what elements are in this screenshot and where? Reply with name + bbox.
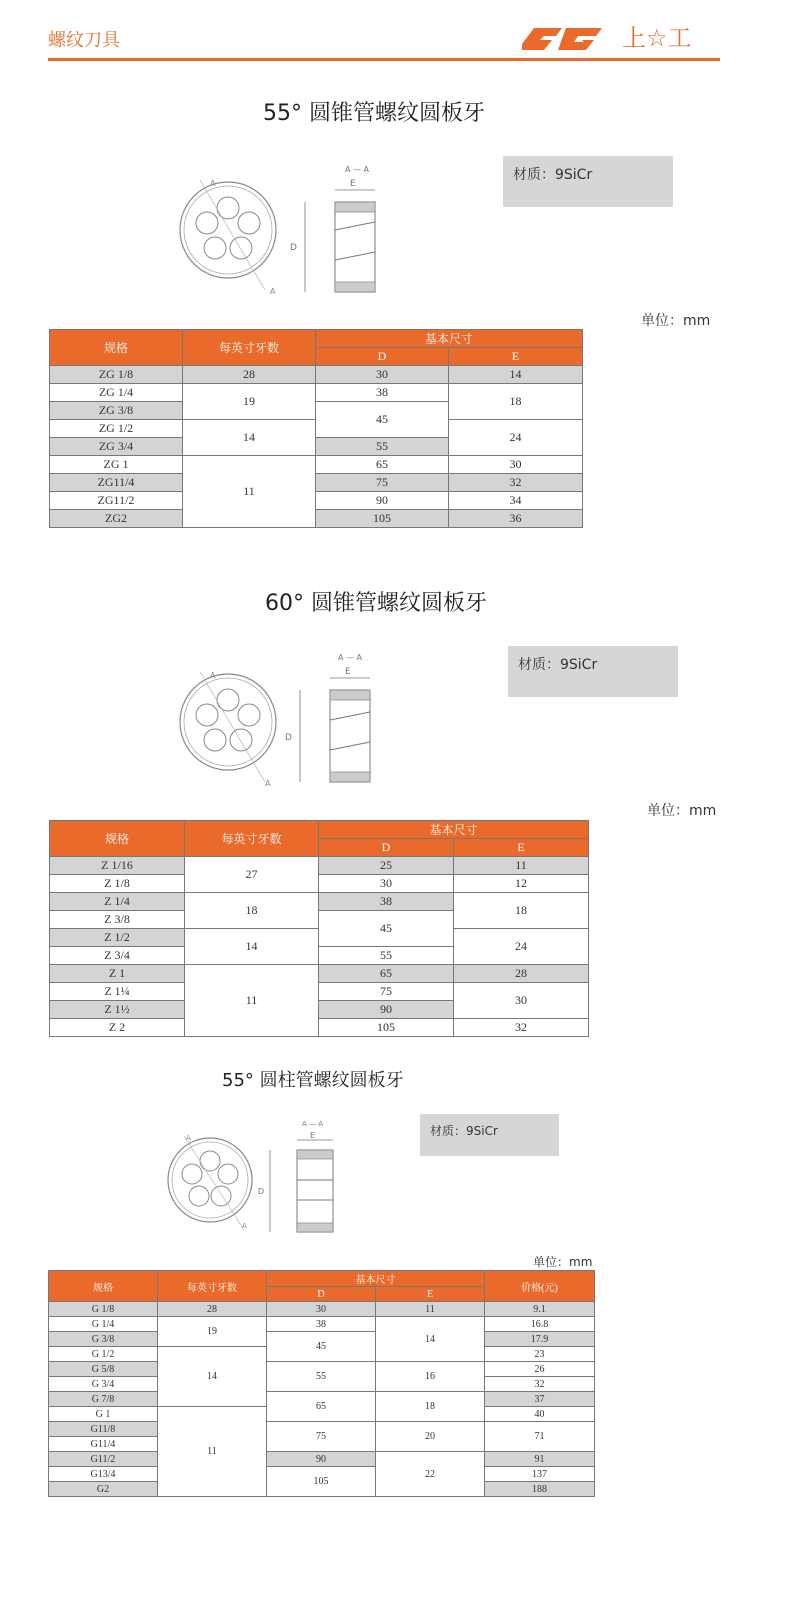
col-header-d: D bbox=[319, 839, 454, 857]
table-row bbox=[49, 1332, 595, 1347]
cell-price: 37 bbox=[485, 1392, 595, 1407]
cell-spec: G 1/8 bbox=[49, 1302, 158, 1317]
cell-e: 14 bbox=[376, 1317, 485, 1362]
cell-tpi: 14 bbox=[183, 420, 316, 456]
cell-e: 24 bbox=[454, 929, 589, 965]
cell-spec: Z 3/4 bbox=[50, 947, 185, 965]
cell-e: 30 bbox=[454, 983, 589, 1019]
cell-spec: G11/2 bbox=[49, 1452, 158, 1467]
cell-tpi: 19 bbox=[158, 1317, 267, 1347]
section1-table bbox=[49, 329, 583, 528]
cell-spec: ZG11/4 bbox=[50, 474, 183, 492]
section2-drawing-section: A — A bbox=[338, 653, 363, 662]
table-row bbox=[50, 492, 583, 510]
table-row bbox=[49, 1302, 595, 1317]
cell-d: 75 bbox=[267, 1422, 376, 1452]
section3-table bbox=[48, 1270, 595, 1497]
cell-spec: Z 1¼ bbox=[50, 983, 185, 1001]
cell-d: 45 bbox=[316, 402, 449, 438]
cell-spec: ZG 3/4 bbox=[50, 438, 183, 456]
cell-d: 38 bbox=[319, 893, 454, 911]
cell-e: 36 bbox=[449, 510, 583, 528]
section1-drawing-section: A — A bbox=[345, 165, 370, 174]
section3-drawing-a2: A bbox=[242, 1222, 247, 1230]
cell-tpi: 14 bbox=[185, 929, 319, 965]
cell-price: 16.8 bbox=[485, 1317, 595, 1332]
cell-spec: G 1/4 bbox=[49, 1317, 158, 1332]
cell-d: 38 bbox=[316, 384, 449, 402]
cell-price: 91 bbox=[485, 1452, 595, 1467]
cell-e: 18 bbox=[454, 893, 589, 929]
section1-drawing-a1: A bbox=[210, 179, 216, 188]
cell-spec: ZG 1/4 bbox=[50, 384, 183, 402]
cell-d: 90 bbox=[316, 492, 449, 510]
cell-d: 105 bbox=[319, 1019, 454, 1037]
cell-d: 38 bbox=[267, 1317, 376, 1332]
cell-spec: G11/8 bbox=[49, 1422, 158, 1437]
cell-price: 26 bbox=[485, 1362, 595, 1377]
cell-e: 11 bbox=[454, 857, 589, 875]
col-header-spec: 规格 bbox=[49, 1271, 158, 1302]
section3-drawing-section: A — A bbox=[302, 1120, 324, 1128]
table-row bbox=[50, 1019, 589, 1037]
table-row bbox=[50, 983, 589, 1001]
cell-spec: Z 3/8 bbox=[50, 911, 185, 929]
cell-d: 55 bbox=[316, 438, 449, 456]
cell-d: 75 bbox=[316, 474, 449, 492]
table-row bbox=[50, 384, 583, 402]
col-header-tpi: 每英寸牙数 bbox=[185, 821, 319, 857]
col-header-e: E bbox=[376, 1287, 485, 1302]
cell-price: 188 bbox=[485, 1482, 595, 1497]
section3-material: 材质：9SiCr bbox=[420, 1114, 559, 1156]
section2-material: 材质：9SiCr bbox=[508, 646, 678, 697]
cell-tpi: 19 bbox=[183, 384, 316, 420]
table-row bbox=[50, 893, 589, 911]
cell-price: 9.1 bbox=[485, 1302, 595, 1317]
header-divider bbox=[48, 58, 720, 61]
cell-d: 55 bbox=[267, 1362, 376, 1392]
cell-e: 14 bbox=[449, 366, 583, 384]
cell-spec: G 1 bbox=[49, 1407, 158, 1422]
cell-spec: G11/4 bbox=[49, 1437, 158, 1452]
cell-tpi: 14 bbox=[158, 1347, 267, 1407]
cell-d: 30 bbox=[319, 875, 454, 893]
cell-d: 105 bbox=[316, 510, 449, 528]
section2-unit: 单位：mm bbox=[647, 803, 717, 819]
cell-spec: Z 1/2 bbox=[50, 929, 185, 947]
section2-drawing bbox=[170, 650, 400, 790]
cell-d: 90 bbox=[267, 1452, 376, 1467]
brand-logo-cn: 上☆工 bbox=[622, 24, 692, 52]
cell-spec: ZG 1/2 bbox=[50, 420, 183, 438]
section2-drawing-a2: A bbox=[265, 779, 271, 788]
section1-title: 55° 圆锥管螺纹圆板牙 bbox=[263, 101, 485, 126]
col-header-basic: 基本尺寸 bbox=[316, 330, 583, 348]
cell-price: 137 bbox=[485, 1467, 595, 1482]
cell-price: 23 bbox=[485, 1347, 595, 1362]
cell-price: 40 bbox=[485, 1407, 595, 1422]
cell-e: 32 bbox=[449, 474, 583, 492]
cell-d: 90 bbox=[319, 1001, 454, 1019]
col-header-spec: 规格 bbox=[50, 330, 183, 366]
section2-title: 60° 圆锥管螺纹圆板牙 bbox=[265, 591, 487, 616]
cell-e: 32 bbox=[454, 1019, 589, 1037]
cell-d: 30 bbox=[267, 1302, 376, 1317]
section2-drawing-a1: A bbox=[210, 671, 216, 680]
cell-price: 17.9 bbox=[485, 1332, 595, 1347]
cell-e: 24 bbox=[449, 420, 583, 456]
col-header-price: 价格(元) bbox=[485, 1271, 595, 1302]
cell-e: 22 bbox=[376, 1452, 485, 1497]
cell-spec: G 1/2 bbox=[49, 1347, 158, 1362]
col-header-tpi: 每英寸牙数 bbox=[158, 1271, 267, 1302]
table-row bbox=[50, 366, 583, 384]
cell-spec: G 5/8 bbox=[49, 1362, 158, 1377]
cell-price: 32 bbox=[485, 1377, 595, 1392]
cell-price: 71 bbox=[485, 1422, 595, 1452]
section1-drawing-a2: A bbox=[270, 287, 276, 296]
table-row bbox=[50, 965, 589, 983]
cell-e: 18 bbox=[449, 384, 583, 420]
table-row bbox=[50, 510, 583, 528]
cell-e: 28 bbox=[454, 965, 589, 983]
cell-spec: ZG 1/8 bbox=[50, 366, 183, 384]
section2-drawing-d: D bbox=[285, 733, 292, 743]
section3-drawing-a1: A bbox=[186, 1134, 191, 1142]
section1-material: 材质：9SiCr bbox=[503, 156, 673, 207]
col-header-d: D bbox=[267, 1287, 376, 1302]
table-row bbox=[49, 1452, 595, 1467]
section3-title: 55° 圆柱管螺纹圆板牙 bbox=[222, 1070, 404, 1091]
cell-spec: G 3/8 bbox=[49, 1332, 158, 1347]
cell-d: 75 bbox=[319, 983, 454, 1001]
cell-spec: Z 1 bbox=[50, 965, 185, 983]
col-header-spec: 规格 bbox=[50, 821, 185, 857]
cell-e: 16 bbox=[376, 1362, 485, 1392]
cell-d: 30 bbox=[316, 366, 449, 384]
table-row bbox=[49, 1362, 595, 1377]
cell-d: 65 bbox=[319, 965, 454, 983]
cell-d: 55 bbox=[319, 947, 454, 965]
cell-spec: ZG2 bbox=[50, 510, 183, 528]
cell-d: 45 bbox=[267, 1332, 376, 1362]
cell-spec: ZG11/2 bbox=[50, 492, 183, 510]
cell-e: 11 bbox=[376, 1302, 485, 1317]
cell-spec: Z 1/16 bbox=[50, 857, 185, 875]
section1-drawing-d: D bbox=[290, 243, 297, 253]
cell-spec: G 3/4 bbox=[49, 1377, 158, 1392]
cell-tpi: 18 bbox=[185, 893, 319, 929]
cell-spec: G 7/8 bbox=[49, 1392, 158, 1407]
cell-d: 25 bbox=[319, 857, 454, 875]
section3-unit: 单位：mm bbox=[533, 1255, 593, 1269]
table-row bbox=[50, 456, 583, 474]
col-header-e: E bbox=[454, 839, 589, 857]
cell-d: 65 bbox=[316, 456, 449, 474]
cell-tpi: 27 bbox=[185, 857, 319, 893]
table-row bbox=[50, 857, 589, 875]
section3-drawing-e: E bbox=[310, 1131, 316, 1140]
col-header-basic: 基本尺寸 bbox=[319, 821, 589, 839]
cell-e: 18 bbox=[376, 1392, 485, 1422]
cell-d: 105 bbox=[267, 1467, 376, 1497]
cell-d: 45 bbox=[319, 911, 454, 947]
cell-tpi: 11 bbox=[185, 965, 319, 1037]
col-header-d: D bbox=[316, 348, 449, 366]
cell-spec: ZG 1 bbox=[50, 456, 183, 474]
table-row bbox=[49, 1467, 595, 1482]
cell-tpi: 28 bbox=[183, 366, 316, 384]
table-row bbox=[49, 1317, 595, 1332]
cell-e: 12 bbox=[454, 875, 589, 893]
section3-drawing bbox=[162, 1118, 362, 1238]
cell-spec: G2 bbox=[49, 1482, 158, 1497]
section3-drawing-d: D bbox=[258, 1187, 265, 1196]
section1-unit: 单位：mm bbox=[641, 313, 711, 329]
cell-tpi: 11 bbox=[183, 456, 316, 528]
cell-e: 30 bbox=[449, 456, 583, 474]
brand-logo bbox=[522, 22, 722, 52]
cell-spec: Z 1½ bbox=[50, 1001, 185, 1019]
table-row bbox=[50, 474, 583, 492]
cell-tpi: 28 bbox=[158, 1302, 267, 1317]
cell-e: 20 bbox=[376, 1422, 485, 1452]
header-title: 螺纹刀具 bbox=[48, 30, 120, 51]
cell-spec: Z 1/4 bbox=[50, 893, 185, 911]
table-row bbox=[49, 1392, 595, 1407]
table-row bbox=[49, 1422, 595, 1437]
cell-spec: ZG 3/8 bbox=[50, 402, 183, 420]
cell-spec: G13/4 bbox=[49, 1467, 158, 1482]
section2-table bbox=[49, 820, 589, 1037]
section1-drawing bbox=[170, 160, 400, 300]
cell-tpi: 11 bbox=[158, 1407, 267, 1497]
cell-e: 34 bbox=[449, 492, 583, 510]
col-header-tpi: 每英寸牙数 bbox=[183, 330, 316, 366]
cell-spec: Z 2 bbox=[50, 1019, 185, 1037]
cell-d: 65 bbox=[267, 1392, 376, 1422]
section2-drawing-e: E bbox=[345, 667, 351, 677]
table-row bbox=[50, 875, 589, 893]
cell-spec: Z 1/8 bbox=[50, 875, 185, 893]
col-header-basic: 基本尺寸 bbox=[267, 1271, 485, 1287]
section1-drawing-e: E bbox=[350, 179, 356, 189]
col-header-e: E bbox=[449, 348, 583, 366]
